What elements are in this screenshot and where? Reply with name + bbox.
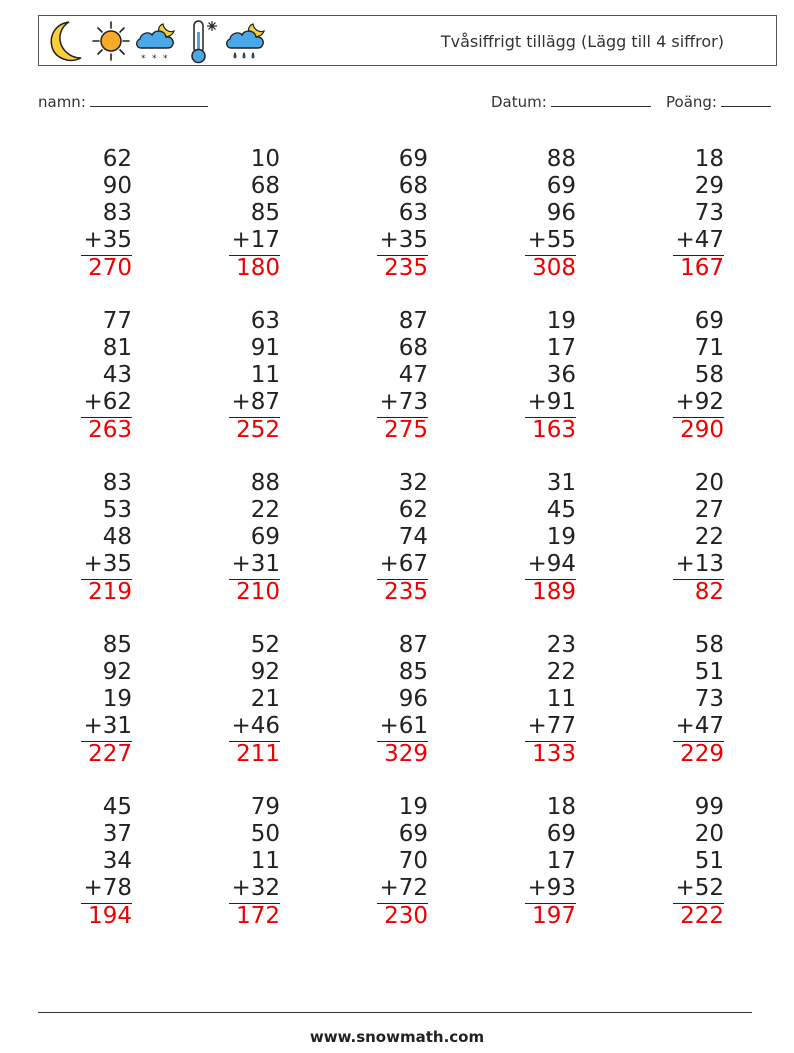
addend: 69	[398, 821, 428, 847]
answer: 163	[532, 417, 576, 443]
answer: 275	[384, 417, 428, 443]
problem-21	[12, 794, 132, 933]
addend: 34	[102, 848, 132, 874]
addend: 52	[250, 632, 280, 658]
addend: 73	[694, 200, 724, 226]
problem-4	[456, 146, 576, 285]
problem-5	[604, 146, 724, 285]
problem-2	[160, 146, 280, 285]
addend: 88	[546, 146, 576, 172]
answer: 230	[384, 903, 428, 929]
problem-25	[604, 794, 724, 933]
addend: 18	[546, 794, 576, 820]
answer: 270	[88, 255, 132, 281]
date-line[interactable]	[551, 92, 651, 107]
addend: 17	[546, 848, 576, 874]
addend: 18	[694, 146, 724, 172]
problem-22	[160, 794, 280, 933]
answer: 189	[532, 579, 576, 605]
addend: 85	[102, 632, 132, 658]
problem-16	[12, 632, 132, 771]
addend: 43	[102, 362, 132, 388]
addend: +47	[675, 227, 724, 253]
problem-7	[160, 308, 280, 447]
addend: +13	[675, 551, 724, 577]
footer-divider	[38, 1012, 752, 1013]
addend: +93	[527, 875, 576, 901]
addend: 45	[102, 794, 132, 820]
addend: +31	[83, 713, 132, 739]
addend: 19	[546, 524, 576, 550]
answer: 235	[384, 579, 428, 605]
addend: +67	[379, 551, 428, 577]
addend: 58	[694, 632, 724, 658]
addend: 69	[546, 821, 576, 847]
addend: 58	[694, 362, 724, 388]
addend: 19	[102, 686, 132, 712]
addend: 62	[398, 497, 428, 523]
problem-1	[12, 146, 132, 285]
answer: 133	[532, 741, 576, 767]
svg-text:*: *	[152, 54, 157, 64]
addend: 70	[398, 848, 428, 874]
svg-text:*: *	[163, 54, 168, 64]
addend: 45	[546, 497, 576, 523]
addend: 85	[398, 659, 428, 685]
rain-cloud-icon	[223, 18, 271, 64]
svg-text:*: *	[141, 54, 146, 64]
addend: +31	[231, 551, 280, 577]
answer: 290	[680, 417, 724, 443]
addend: 48	[102, 524, 132, 550]
addend: 53	[102, 497, 132, 523]
addend: +91	[527, 389, 576, 415]
addend: 19	[398, 794, 428, 820]
answer: 211	[236, 741, 280, 767]
addend: 11	[250, 848, 280, 874]
addend: 68	[250, 173, 280, 199]
problem-11	[12, 470, 132, 609]
answer: 229	[680, 741, 724, 767]
worksheet-title: Tvåsiffrigt tillägg (Lägg till 4 siffror)	[440, 32, 724, 51]
answer: 235	[384, 255, 428, 281]
score-label: Poäng:	[666, 93, 717, 111]
addend: 87	[398, 632, 428, 658]
addend: +72	[379, 875, 428, 901]
addend: +35	[83, 551, 132, 577]
addend: 68	[398, 335, 428, 361]
addend: +87	[231, 389, 280, 415]
answer: 82	[694, 579, 724, 605]
answer: 167	[680, 255, 724, 281]
addend: 31	[546, 470, 576, 496]
problem-3	[308, 146, 428, 285]
problem-18	[308, 632, 428, 771]
addend: 96	[398, 686, 428, 712]
addend: 68	[398, 173, 428, 199]
addend: +52	[675, 875, 724, 901]
addend: +55	[527, 227, 576, 253]
addend: +17	[231, 227, 280, 253]
addend: 83	[102, 200, 132, 226]
problem-19	[456, 632, 576, 771]
addend: 23	[546, 632, 576, 658]
addend: 22	[546, 659, 576, 685]
addend: 81	[102, 335, 132, 361]
problem-13	[308, 470, 428, 609]
addend: 96	[546, 200, 576, 226]
answer: 308	[532, 255, 576, 281]
addend: 51	[694, 848, 724, 874]
addend: 19	[546, 308, 576, 334]
addend: 51	[694, 659, 724, 685]
date-label: Datum:	[491, 93, 547, 111]
addend: +78	[83, 875, 132, 901]
answer: 180	[236, 255, 280, 281]
addend: +35	[83, 227, 132, 253]
problem-8	[308, 308, 428, 447]
addend: 85	[250, 200, 280, 226]
problem-20	[604, 632, 724, 771]
score-line[interactable]	[721, 92, 771, 107]
addend: 50	[250, 821, 280, 847]
addend: 92	[102, 659, 132, 685]
addend: 88	[250, 470, 280, 496]
addend: 87	[398, 308, 428, 334]
addend: 69	[250, 524, 280, 550]
snow-cloud-icon	[133, 18, 181, 64]
addend: +94	[527, 551, 576, 577]
addend: +47	[675, 713, 724, 739]
answer: 194	[88, 903, 132, 929]
answer: 222	[680, 903, 724, 929]
problem-10	[604, 308, 724, 447]
answer: 197	[532, 903, 576, 929]
addend: 27	[694, 497, 724, 523]
addend: 69	[546, 173, 576, 199]
answer: 227	[88, 741, 132, 767]
score-field[interactable]	[666, 92, 771, 111]
addend: 36	[546, 362, 576, 388]
addend: 63	[250, 308, 280, 334]
name-label: namn:	[38, 93, 86, 111]
addend: 32	[398, 470, 428, 496]
addend: +61	[379, 713, 428, 739]
addend: +62	[83, 389, 132, 415]
moon-icon	[45, 18, 87, 64]
answer: 252	[236, 417, 280, 443]
addend: 74	[398, 524, 428, 550]
problem-14	[456, 470, 576, 609]
addend: 73	[694, 686, 724, 712]
answer: 329	[384, 741, 428, 767]
answer: 172	[236, 903, 280, 929]
addend: 63	[398, 200, 428, 226]
problem-17	[160, 632, 280, 771]
thermometer-icon	[185, 18, 221, 64]
addend: 90	[102, 173, 132, 199]
answer: 263	[88, 417, 132, 443]
addend: 20	[694, 821, 724, 847]
addend: 37	[102, 821, 132, 847]
problem-12	[160, 470, 280, 609]
addend: 91	[250, 335, 280, 361]
addend: +32	[231, 875, 280, 901]
footer-site: www.snowmath.com	[309, 1028, 485, 1046]
addend: 20	[694, 470, 724, 496]
addend: +92	[675, 389, 724, 415]
answer: 219	[88, 579, 132, 605]
problem-24	[456, 794, 576, 933]
addend: 62	[102, 146, 132, 172]
addend: +77	[527, 713, 576, 739]
addend: 69	[694, 308, 724, 334]
problem-23	[308, 794, 428, 933]
addend: 92	[250, 659, 280, 685]
name-line[interactable]	[90, 92, 208, 107]
addend: +35	[379, 227, 428, 253]
addend: 17	[546, 335, 576, 361]
problem-15	[604, 470, 724, 609]
answer: 210	[236, 579, 280, 605]
addend: 71	[694, 335, 724, 361]
name-field[interactable]	[38, 92, 208, 111]
problem-9	[456, 308, 576, 447]
addend: 22	[250, 497, 280, 523]
addend: 99	[694, 794, 724, 820]
addend: 83	[102, 470, 132, 496]
addend: 11	[250, 362, 280, 388]
addend: 10	[250, 146, 280, 172]
problem-6	[12, 308, 132, 447]
addend: 29	[694, 173, 724, 199]
addend: +73	[379, 389, 428, 415]
worksheet-header	[38, 15, 777, 66]
addend: 47	[398, 362, 428, 388]
sun-icon	[91, 18, 131, 64]
date-field[interactable]	[491, 92, 651, 111]
addend: +46	[231, 713, 280, 739]
addend: 21	[250, 686, 280, 712]
addend: 11	[546, 686, 576, 712]
addend: 22	[694, 524, 724, 550]
addend: 69	[398, 146, 428, 172]
addend: 79	[250, 794, 280, 820]
addend: 77	[102, 308, 132, 334]
